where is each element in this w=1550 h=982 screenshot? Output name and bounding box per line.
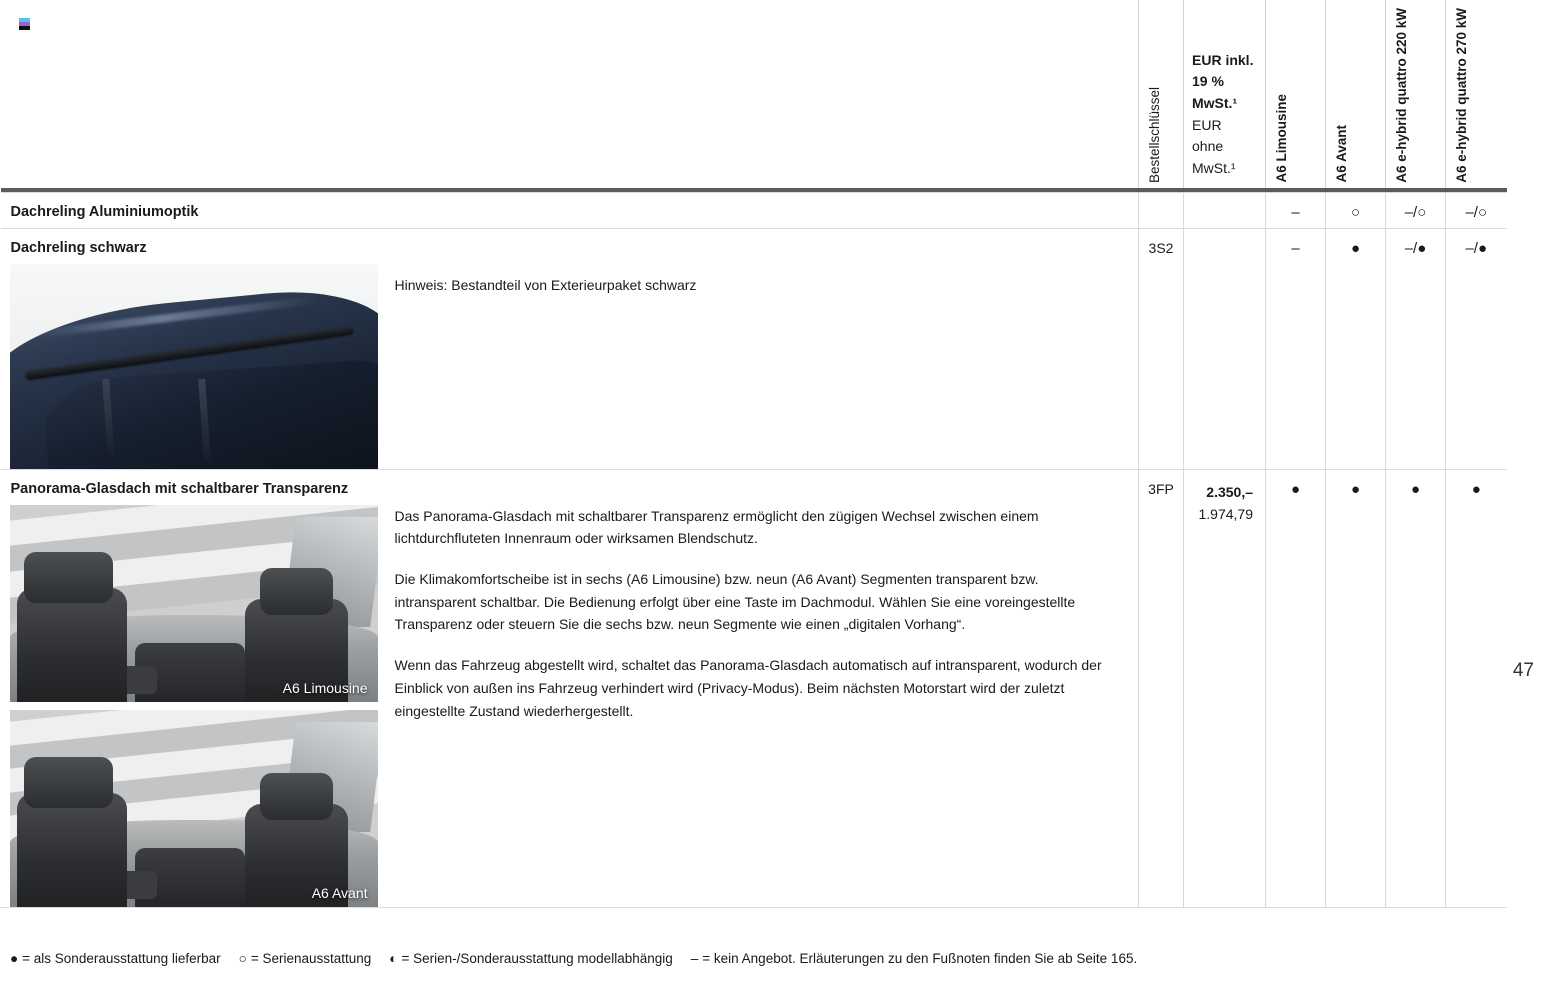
row-3-content bbox=[1, 505, 1139, 907]
panorama-roof-photo-avant bbox=[10, 710, 378, 907]
row-1-description bbox=[1, 192, 1139, 228]
page-number: 47 bbox=[1512, 660, 1534, 681]
row-3-price-incl: 2.350,– bbox=[1206, 483, 1253, 500]
bottom-border-cell bbox=[1386, 907, 1446, 908]
row-3-availability-ehybrid-220: ● bbox=[1386, 469, 1446, 907]
legend-half-circle-icon: ◐ bbox=[389, 951, 398, 966]
photo-caption-avant: A6 Avant bbox=[311, 884, 368, 901]
row-3-paragraph-1: Das Panorama-Glasdach mit schaltbarer Transparenz ermöglicht den zügigen Wechsel zwischen einem lichtdurchfluteten Innenraum oder wirksamen Blendschutz. bbox=[394, 507, 1039, 547]
bottom-border-cell bbox=[1446, 907, 1507, 908]
row-3-paragraph-3: Wenn das Fahrzeug abgestellt wird, schaltet das Panorama-Glasdach automatisch auf intransparent, wodurch der Einblick von außen ins Fahrzeug verhindert wird (Privacy-Modus). Beim nächsten Motorstart wird der zuletzt eingestellte Zustand wiederhergestellt. bbox=[394, 657, 1102, 719]
header-price-excl-line2: MwSt.¹ bbox=[1192, 160, 1236, 177]
row-3-availability-limousine: ● bbox=[1266, 469, 1326, 907]
front-seat-left bbox=[17, 793, 127, 907]
row-2-media bbox=[1, 264, 379, 469]
headrest-right bbox=[260, 773, 334, 820]
row-1-availability-ehybrid-270: –/○ bbox=[1446, 192, 1507, 228]
header-variant-ehybrid-270 bbox=[1446, 0, 1507, 188]
header-order-key bbox=[1139, 0, 1184, 188]
row-2-price bbox=[1184, 228, 1266, 469]
header-variant-2-label: A6 Avant bbox=[1334, 125, 1349, 183]
row-3-price-excl: 1.974,79 bbox=[1198, 506, 1253, 523]
row-2-availability-limousine: – bbox=[1266, 228, 1326, 469]
table-body bbox=[1, 192, 1507, 908]
header-price-block bbox=[1184, 50, 1265, 188]
header-price bbox=[1184, 0, 1266, 188]
photo-caption-limousine: A6 Limousine bbox=[282, 679, 368, 696]
row-3-title: Panorama-Glasdach mit schaltbarer Transparenz bbox=[10, 480, 349, 497]
bottom-border-cell bbox=[1, 907, 1139, 908]
legend-entry-model-dependent bbox=[389, 951, 672, 966]
legend-half-text: = Serien-/Sonderausstattung modellabhängig bbox=[401, 951, 673, 966]
header-variant-a6-limousine bbox=[1266, 0, 1326, 188]
legend-entry-unavailable bbox=[691, 951, 1137, 966]
row-3-availability-avant: ● bbox=[1326, 469, 1386, 907]
headrest-right bbox=[260, 568, 334, 615]
row-3-text bbox=[379, 505, 1139, 722]
table-row[interactable] bbox=[1, 469, 1507, 907]
row-2-availability-avant: ● bbox=[1326, 228, 1386, 469]
header-variant-a6-avant bbox=[1326, 0, 1386, 188]
legend-footer bbox=[10, 951, 1137, 966]
roof-rail-photo bbox=[10, 264, 378, 469]
row-1-order-key bbox=[1139, 192, 1184, 228]
row-3-description bbox=[1, 469, 1139, 907]
table-bottom-border-row bbox=[1, 907, 1507, 908]
table-header bbox=[1, 0, 1507, 192]
row-2-description bbox=[1, 228, 1139, 469]
legend-filled-text: = als Sonderausstattung lieferbar bbox=[22, 951, 221, 966]
table-row[interactable] bbox=[1, 192, 1507, 228]
front-seat-left bbox=[17, 588, 127, 702]
legend-open-circle-icon: ○ bbox=[238, 951, 247, 966]
bottom-border-cell bbox=[1139, 907, 1184, 908]
row-2-title: Dachreling schwarz bbox=[10, 239, 147, 256]
row-2-content bbox=[1, 264, 1139, 469]
row-1-availability-avant: ○ bbox=[1326, 192, 1386, 228]
row-3-paragraph-2: Die Klimakomfortscheibe ist in sechs (A6 Limousine) bzw. neun (A6 Avant) Segmenten transparent bzw. intransparent schaltbar. Die Bedienung erfolgt über eine Taste im Dachmodul. Wählen Sie eine voreingestellte Transparenz oder steuern Sie die sechs bzw. neun Segmente wie einen „digitalen Vorhang“. bbox=[394, 571, 1076, 633]
header-variant-3-label: A6 e-hybrid quattro 220 kW bbox=[1394, 8, 1409, 183]
header-variant-1-label: A6 Limousine bbox=[1274, 94, 1289, 183]
row-2-note: Hinweis: Bestandteil von Exterieurpaket schwarz bbox=[394, 276, 697, 293]
row-1-availability-limousine: – bbox=[1266, 192, 1326, 228]
bottom-border-cell bbox=[1266, 907, 1326, 908]
header-variant-4-label: A6 e-hybrid quattro 270 kW bbox=[1454, 8, 1469, 183]
row-1-title: Dachreling Aluminiumoptik bbox=[10, 203, 199, 220]
bottom-border-cell bbox=[1184, 907, 1266, 908]
row-2-availability-ehybrid-220: –/● bbox=[1386, 228, 1446, 469]
row-1-price bbox=[1184, 192, 1266, 228]
header-price-incl-line2: 19 % MwSt.¹ bbox=[1192, 73, 1238, 112]
legend-filled-circle-icon: ● bbox=[10, 951, 19, 966]
headrest-left bbox=[24, 552, 112, 603]
table-row[interactable] bbox=[1, 228, 1507, 469]
panorama-roof-photo-limousine bbox=[10, 505, 378, 702]
header-variant-ehybrid-220 bbox=[1386, 0, 1446, 188]
row-2-order-key: 3S2 bbox=[1139, 228, 1184, 469]
row-3-availability-ehybrid-270: ● bbox=[1446, 469, 1507, 907]
legend-entry-standard bbox=[239, 951, 372, 966]
bottom-border-cell bbox=[1326, 907, 1386, 908]
legend-dash-icon: – bbox=[690, 951, 699, 966]
header-order-key-label: Bestellschlüssel bbox=[1147, 86, 1162, 183]
legend-open-text: = Serienausstattung bbox=[250, 951, 372, 966]
header-price-excl-line1: EUR ohne bbox=[1192, 116, 1224, 155]
legend-entry-optional bbox=[10, 951, 221, 966]
row-1-availability-ehybrid-220: –/○ bbox=[1386, 192, 1446, 228]
row-3-price bbox=[1184, 469, 1266, 907]
row-2-text bbox=[379, 264, 1139, 297]
header-description bbox=[1, 0, 1139, 188]
row-3-media bbox=[1, 505, 379, 907]
row-2-availability-ehybrid-270: –/● bbox=[1446, 228, 1507, 469]
row-3-order-key: 3FP bbox=[1139, 469, 1184, 907]
header-price-incl-line1: EUR inkl. bbox=[1192, 51, 1254, 68]
legend-dash-text: = kein Angebot. Erläuterungen zu den Fußnoten finden Sie ab Seite 165. bbox=[702, 951, 1138, 966]
header-divider bbox=[1, 188, 1507, 192]
headrest-left bbox=[24, 757, 112, 808]
